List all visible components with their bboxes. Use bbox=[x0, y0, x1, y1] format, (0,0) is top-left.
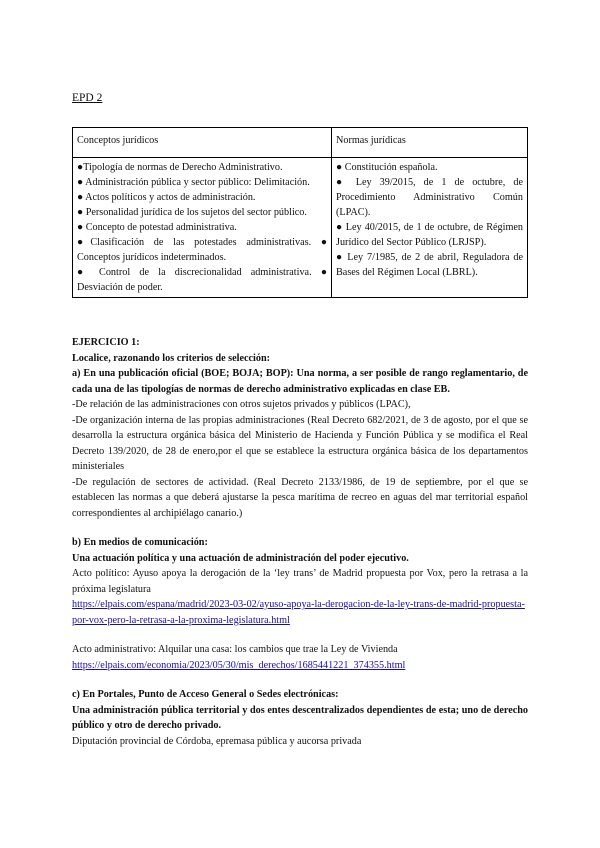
political-act-text: Acto político: Ayuso apoya la derogación de la ‘ley trans’ de Madrid propuesta por Vox, pero la retrasa a la próxima legislatura bbox=[72, 568, 528, 595]
norm-item: ● Ley 40/2015, de 1 de octubre, de Régimen Jurídico del Sector Público (LRJSP). bbox=[336, 222, 523, 248]
concept-item: ● Control de la discrecionalidad administrativa. ● Desviación de poder. bbox=[77, 267, 327, 293]
table-header-norms: Normas jurídicas bbox=[332, 128, 528, 158]
concept-item: ●Clasificación de las potestades administrativas. ● Conceptos jurídicos indeterminados. bbox=[77, 237, 327, 263]
spacer bbox=[72, 521, 528, 535]
part-b-subtitle: Una actuación política y una actuación de administración del poder ejecutivo. bbox=[72, 552, 409, 564]
part-a-line: -De relación de las administraciones con otros sujetos privados y públicos (LPAC), bbox=[72, 399, 411, 410]
concepts-cell bbox=[73, 158, 332, 298]
norm-item: ● Constitución española. bbox=[336, 162, 438, 173]
part-a-line: -De organización interna de las propias administraciones (Real Decreto 682/2021, de 3 de agosto, por el que se desarrolla la estructura orgánica básica del Ministerio de Hacienda y Función Pública y se modifica el Real Decreto 139/2020, de 28 de enero,por el que se establece la estructura orgánica básica de los departamentos ministeriales bbox=[72, 414, 528, 472]
part-c-text: Diputación provincial de Córdoba, epremasa pública y aucorsa privada bbox=[72, 735, 362, 747]
admin-act-text: Acto administrativo: Alquilar una casa: los cambios que trae la Ley de Vivienda bbox=[72, 644, 398, 655]
concept-item: ●Tipología de normas de Derecho Administrativo. bbox=[77, 162, 283, 173]
political-act-link[interactable]: https://elpais.com/espana/madrid/2023-03-02/ayuso-apoya-la-derogacion-de-la-ley-trans-de-madrid-propuesta-por-vox-pero-la-retrasa-a-la-proxima-legislatura.html bbox=[72, 599, 525, 626]
concept-item: ● Actos políticos y actos de administración. bbox=[77, 192, 256, 203]
concept-item: ● Concepto de potestad administrativa. bbox=[77, 222, 237, 233]
admin-act-link[interactable]: https://elpais.com/economia/2023/05/30/mis_derechos/1685441221_374355.html bbox=[72, 659, 406, 671]
concept-item: ● Administración pública y sector público: Delimitación. bbox=[77, 177, 310, 188]
norm-item: ● Ley 7/1985, de 2 de abril, Reguladora de Bases del Régimen Local (LBRL). bbox=[336, 252, 523, 278]
table-header-row bbox=[73, 128, 528, 158]
concept-item: ● Personalidad jurídica de los sujetos del sector público. bbox=[77, 207, 307, 218]
document-title: EPD 2 bbox=[72, 92, 103, 104]
table-header-concepts: Conceptos jurídicos bbox=[73, 128, 332, 158]
concepts-table bbox=[72, 127, 528, 298]
norm-item: ● Ley 39/2015, de 1 de octubre, de Procedimiento Administrativo Común (LPAC). bbox=[336, 177, 523, 218]
spacer bbox=[72, 628, 528, 642]
exercise-subheading: Localice, razonando los criterios de selección: bbox=[72, 352, 271, 364]
part-a-line: -De regulación de sectores de actividad. (Real Decreto 2133/1986, de 19 de septiembre, por el que se establecen las normas a que deberá ajustarse la pesca marítima de recreo en aguas del mar territorial español correspondientes al archipiélago canario.) bbox=[72, 476, 528, 519]
table-body-row bbox=[73, 158, 528, 298]
part-a-title: a) En una publicación oficial (BOE; BOJA; BOP): Una norma, a ser posible de rango reglamentario, de cada una de las tipologías de normas de derecho administrativo explicadas en clase EB. bbox=[72, 368, 528, 395]
exercise-heading: EJERCICIO 1: bbox=[72, 337, 140, 348]
part-c-subtitle: Una administración pública territorial y dos entes descentralizados dependientes de esta; uno de derecho público y otro de derecho privado. bbox=[72, 704, 528, 731]
part-b-title: b) En medios de comunicación: bbox=[72, 537, 208, 548]
part-c-title: c) En Portales, Punto de Acceso General o Sedes electrónicas: bbox=[72, 689, 339, 700]
norms-cell bbox=[332, 158, 528, 298]
spacer bbox=[72, 673, 528, 687]
exercise-section bbox=[72, 335, 528, 749]
